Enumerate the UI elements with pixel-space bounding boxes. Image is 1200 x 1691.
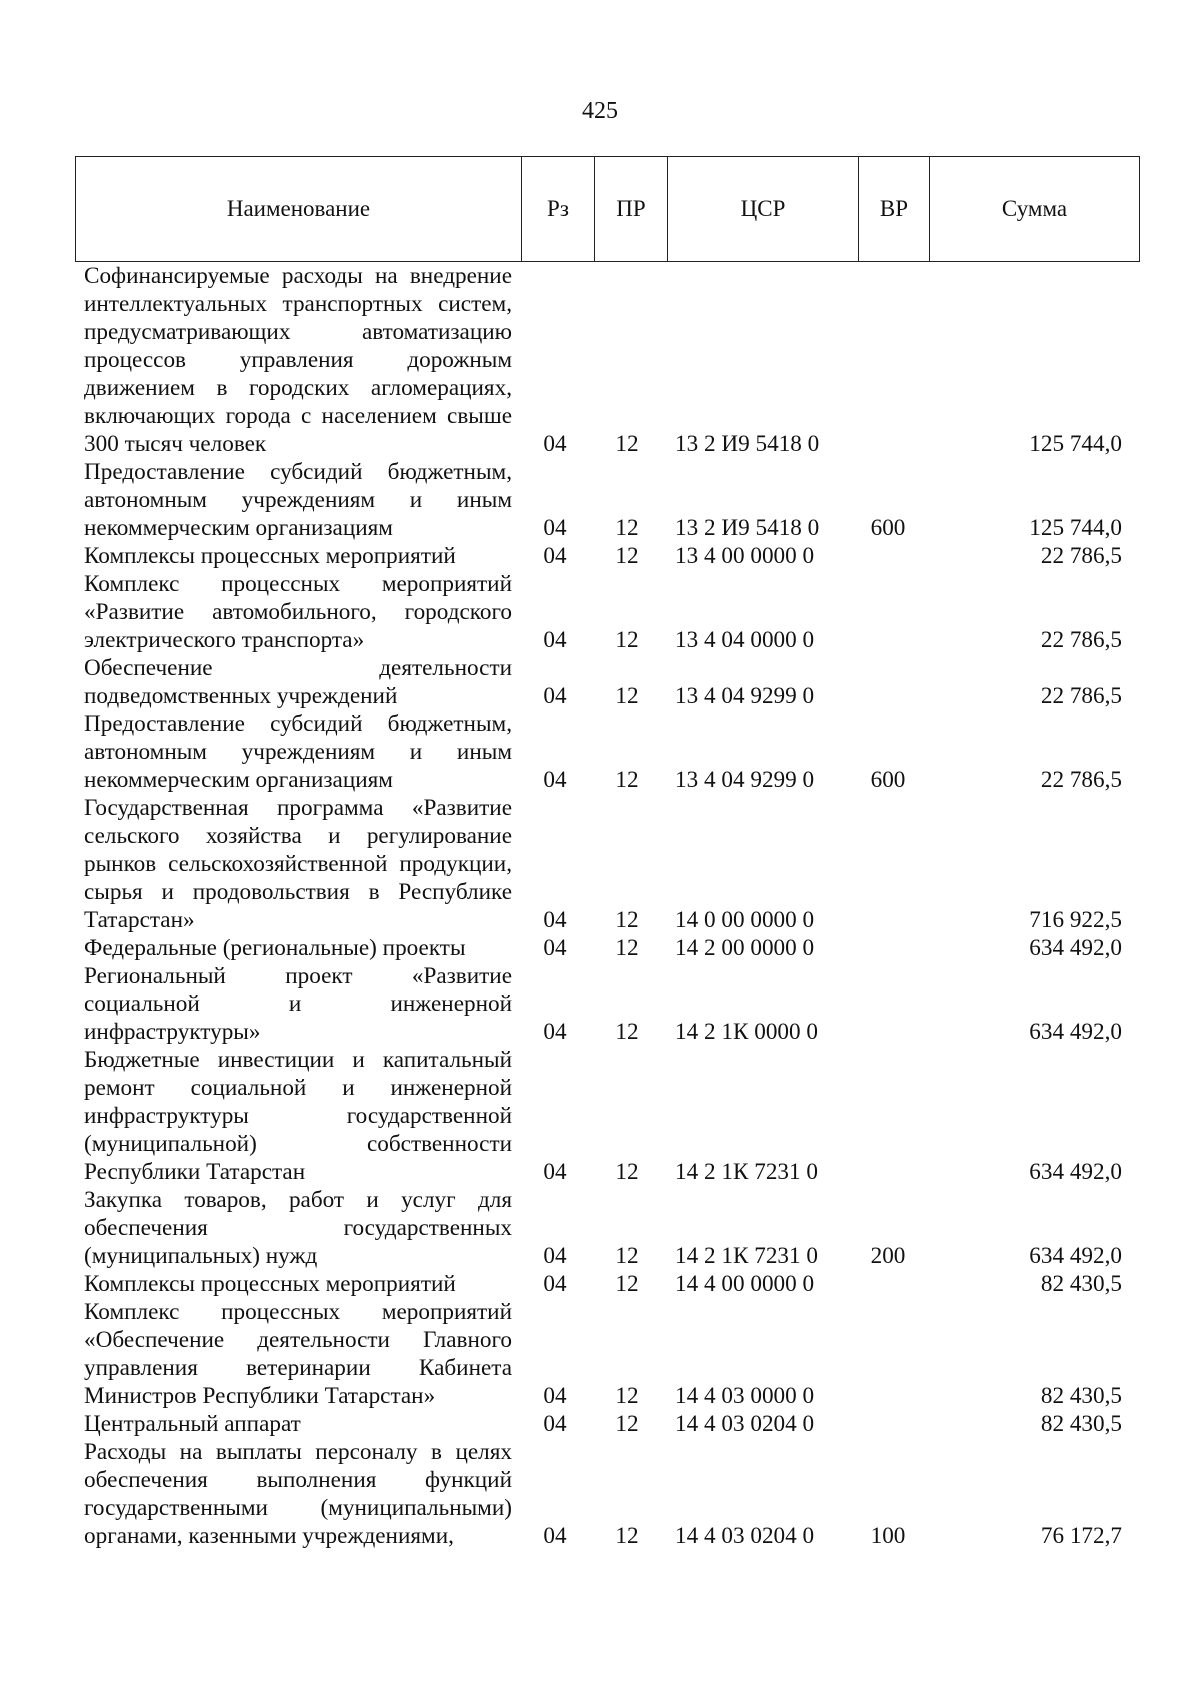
- row-pr: 12: [615, 515, 639, 541]
- table-row: [0, 1046, 1200, 1186]
- table-header: [75, 156, 1140, 262]
- row-csr: 14 4 03 0204 0: [675, 1411, 815, 1437]
- row-vr: 600: [870, 515, 906, 541]
- row-csr: 13 4 04 9299 0: [675, 683, 815, 709]
- row-csr: 14 2 00 0000 0: [675, 935, 815, 961]
- row-sum: 22 786,5: [1040, 627, 1122, 653]
- row-csr: 13 2 И9 5418 0: [675, 431, 820, 457]
- row-sum: 125 744,0: [1029, 515, 1122, 541]
- row-sum: 634 492,0: [1029, 935, 1122, 961]
- row-csr: 14 4 03 0204 0: [675, 1523, 815, 1549]
- row-csr: 13 4 04 0000 0: [675, 627, 815, 653]
- row-vr: 600: [870, 767, 906, 793]
- table-row: [0, 1298, 1200, 1410]
- row-name: Предоставление субсидий бюджетным, автономным учреждениям и иным некоммерческим организациям: [84, 711, 512, 793]
- row-sum: 634 492,0: [1029, 1159, 1122, 1185]
- row-pr: 12: [615, 907, 639, 933]
- row-csr: 14 4 03 0000 0: [675, 1383, 815, 1409]
- row-csr: 13 4 00 0000 0: [675, 543, 815, 569]
- row-name: Комплекс процессных мероприятий «Развитие автомобильного, городского электрического транспорта»: [84, 571, 512, 653]
- row-rz: 04: [543, 683, 567, 709]
- column-header-csr: ЦСР: [668, 157, 859, 262]
- table-row: [0, 654, 1200, 710]
- row-pr: 12: [615, 683, 639, 709]
- row-name: Софинансируемые расходы на внедрение интеллектуальных транспортных систем, предусматривающих автоматизацию процессов управления дорожным движением в городских агломерациях, включающих города с населением свыше 300 тысяч человек: [84, 263, 512, 457]
- table-row: [0, 934, 1200, 962]
- row-csr: 13 4 04 9299 0: [675, 767, 815, 793]
- column-header-pr: ПР: [595, 157, 668, 262]
- row-name: Федеральные (региональные) проекты: [84, 935, 466, 961]
- row-name: Закупка товаров, работ и услуг для обеспечения государственных (муниципальных) нужд: [84, 1187, 512, 1269]
- table-row: [0, 1410, 1200, 1438]
- row-rz: 04: [543, 1159, 567, 1185]
- row-rz: 04: [543, 767, 567, 793]
- row-rz: 04: [543, 515, 567, 541]
- table-row: [0, 710, 1200, 794]
- row-name: Обеспечение деятельности подведомственных учреждений: [84, 655, 512, 709]
- row-sum: 22 786,5: [1040, 543, 1122, 569]
- row-name: Региональный проект «Развитие социальной и инженерной инфраструктуры»: [84, 963, 512, 1045]
- row-pr: 12: [615, 1243, 639, 1269]
- row-rz: 04: [543, 1019, 567, 1045]
- row-rz: 04: [543, 627, 567, 653]
- row-csr: 14 0 00 0000 0: [675, 907, 815, 933]
- row-rz: 04: [543, 935, 567, 961]
- row-pr: 12: [615, 767, 639, 793]
- row-csr: 14 4 00 0000 0: [675, 1271, 815, 1297]
- column-header-name: Наименование: [76, 157, 522, 262]
- row-pr: 12: [615, 543, 639, 569]
- row-rz: 04: [543, 431, 567, 457]
- row-csr: 14 2 1К 7231 0: [675, 1243, 818, 1269]
- row-sum: 82 430,5: [1040, 1383, 1122, 1409]
- row-csr: 14 2 1К 0000 0: [675, 1019, 818, 1045]
- column-header-vr: ВР: [859, 157, 930, 262]
- column-header-rz: Рз: [522, 157, 595, 262]
- row-rz: 04: [543, 1383, 567, 1409]
- row-sum: 634 492,0: [1029, 1243, 1122, 1269]
- row-name: Бюджетные инвестиции и капитальный ремонт социальной и инженерной инфраструктуры государственной (муниципальной) собственности Республики Татарстан: [84, 1047, 512, 1185]
- row-pr: 12: [615, 431, 639, 457]
- table-row: [0, 962, 1200, 1046]
- row-name: Комплексы процессных мероприятий: [84, 543, 456, 569]
- row-sum: 634 492,0: [1029, 1019, 1122, 1045]
- row-pr: 12: [615, 627, 639, 653]
- row-name: Комплексы процессных мероприятий: [84, 1271, 456, 1297]
- table-row: [0, 1270, 1200, 1298]
- row-sum: 22 786,5: [1040, 767, 1122, 793]
- row-sum: 22 786,5: [1040, 683, 1122, 709]
- column-header-sum: Сумма: [930, 157, 1140, 262]
- page-number: 425: [582, 98, 618, 124]
- row-sum: 76 172,7: [1040, 1523, 1122, 1549]
- table-row: [0, 262, 1200, 458]
- table-row: [0, 794, 1200, 934]
- row-pr: 12: [615, 1523, 639, 1549]
- row-sum: 716 922,5: [1029, 907, 1122, 933]
- table-row: [0, 458, 1200, 542]
- table-row: [0, 542, 1200, 570]
- row-rz: 04: [543, 543, 567, 569]
- row-csr: 14 2 1К 7231 0: [675, 1159, 818, 1185]
- row-vr: 100: [870, 1523, 906, 1549]
- row-pr: 12: [615, 1411, 639, 1437]
- row-sum: 125 744,0: [1029, 431, 1122, 457]
- row-name: Предоставление субсидий бюджетным, автономным учреждениям и иным некоммерческим организациям: [84, 459, 512, 541]
- row-pr: 12: [615, 1019, 639, 1045]
- row-rz: 04: [543, 1271, 567, 1297]
- row-rz: 04: [543, 1411, 567, 1437]
- table-row: [0, 1186, 1200, 1270]
- row-name: Центральный аппарат: [84, 1411, 301, 1437]
- row-name: Расходы на выплаты персоналу в целях обеспечения выполнения функций государственными (муниципальными) органами, казенными учреждениями,: [84, 1439, 512, 1549]
- row-vr: 200: [870, 1243, 906, 1269]
- row-csr: 13 2 И9 5418 0: [675, 515, 820, 541]
- row-pr: 12: [615, 1159, 639, 1185]
- row-pr: 12: [615, 1383, 639, 1409]
- row-sum: 82 430,5: [1040, 1271, 1122, 1297]
- row-rz: 04: [543, 1523, 567, 1549]
- row-pr: 12: [615, 935, 639, 961]
- row-rz: 04: [543, 907, 567, 933]
- row-sum: 82 430,5: [1040, 1411, 1122, 1437]
- table-row: [0, 1438, 1200, 1550]
- row-pr: 12: [615, 1271, 639, 1297]
- table-body: [0, 262, 1200, 1550]
- row-rz: 04: [543, 1243, 567, 1269]
- row-name: Комплекс процессных мероприятий «Обеспечение деятельности Главного управления ветеринарии Кабинета Министров Республики Татарстан»: [84, 1299, 512, 1409]
- table-row: [0, 570, 1200, 654]
- row-name: Государственная программа «Развитие сельского хозяйства и регулирование рынков сельскохозяйственной продукции, сырья и продовольствия в Республике Татарстан»: [84, 795, 512, 933]
